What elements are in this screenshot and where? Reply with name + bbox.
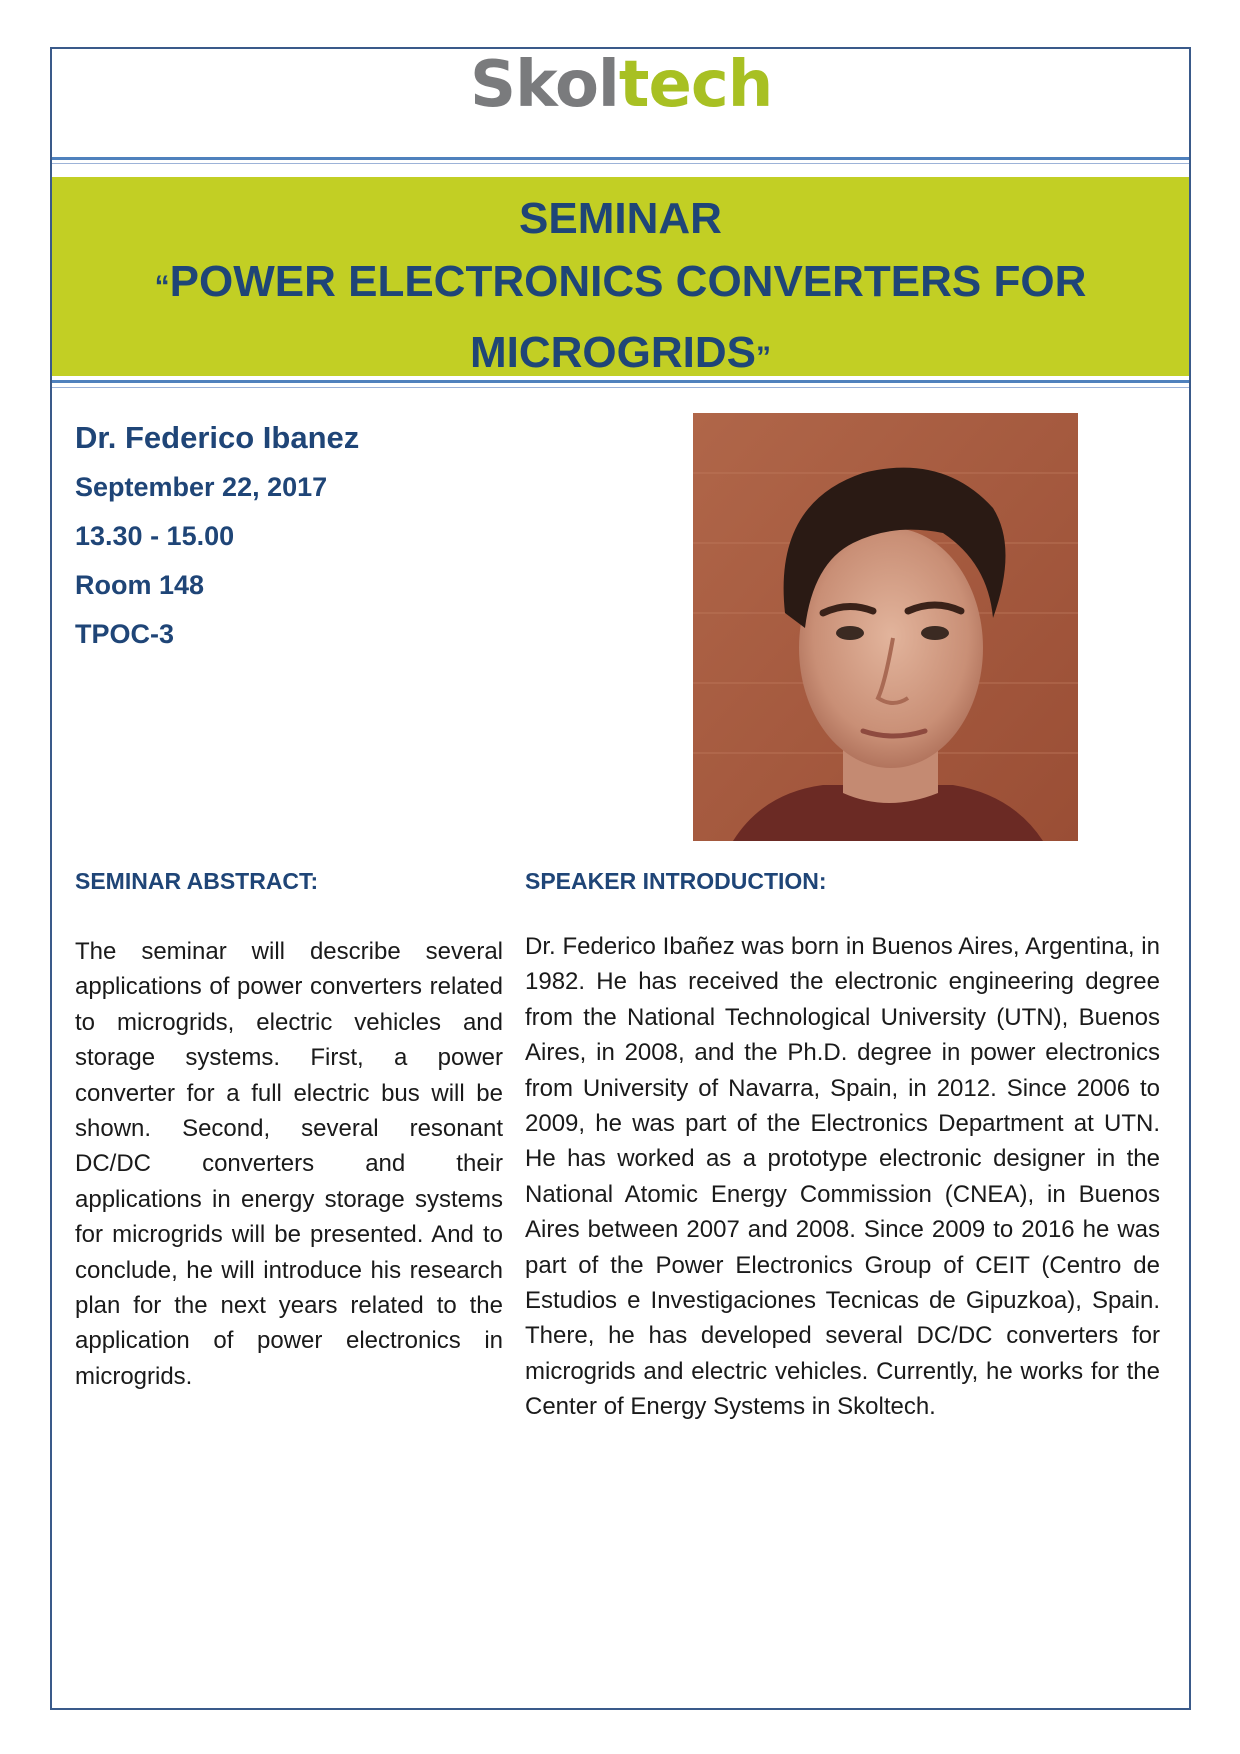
event-time: 13.30 - 15.00 [75,521,235,551]
event-info [75,418,359,663]
speaker-photo [693,413,1078,841]
event-room: Room 148 [75,570,205,600]
speaker-portrait-image [693,413,1078,841]
banner-divider [52,380,1189,383]
seminar-title-text: POWER ELECTRONICS CONVERTERS FOR MICROGRIDS [169,257,1087,377]
title-open-quote: “ [154,270,170,303]
speaker-bio-text: Dr. Federico Ibañez was born in Buenos Aires, Argentina, in 1982. He has received the electronic engineering degree from the National Technological University (UTN), Buenos Aires, in 2008, and the Ph.D. degree in power electronics from University of Navarra, Spain, in 2012. Since 2006 to 2009, he was part of the Electronics Department at UTN. He has worked as a prototype electronic designer in the National Atomic Energy Commission (CNEA), in Buenos Aires between 2007 and 2008. Since 2009 to 2016 he was part of the Power Electronics Group of CEIT (Centro de Estudios e Investigaciones Tecnicas de Gipuzkoa), Spain. There, he has developed several DC/DC converters for microgrids and electric vehicles. Currently, he works for the Center of Energy Systems in Skoltech. [525,933,1160,1421]
speaker-name: Dr. Federico Ibanez [75,420,360,455]
header-divider [52,157,1189,160]
speaker-intro-heading: SPEAKER INTRODUCTION: [525,868,827,894]
banner-divider-thin [52,387,1189,388]
logo-word-part1: Skol [470,48,619,122]
seminar-title [112,249,1129,391]
abstract-heading: SEMINAR ABSTRACT: [75,868,319,894]
seminar-banner [52,177,1189,376]
header-divider-thin [52,163,1189,164]
skoltech-logo [470,48,785,158]
logo-word-part2: tech [618,48,773,122]
logo-wordmark [470,48,772,122]
event-building: TPOC-3 [75,619,175,649]
title-close-quote: ” [756,341,771,374]
abstract-text: The seminar will describe several applications of power converters related to microgrids, electric vehicles and storage systems. First, a power converter for a full electric bus will be shown. Second, several resonant DC/DC converters and their applications in energy storage systems for microgrids will be presented. And to conclude, he will introduce his research plan for the next years related to the application of power electronics in microgrids. [75,938,503,1390]
event-date: September 22, 2017 [75,472,328,502]
banner-label: SEMINAR [519,194,722,243]
